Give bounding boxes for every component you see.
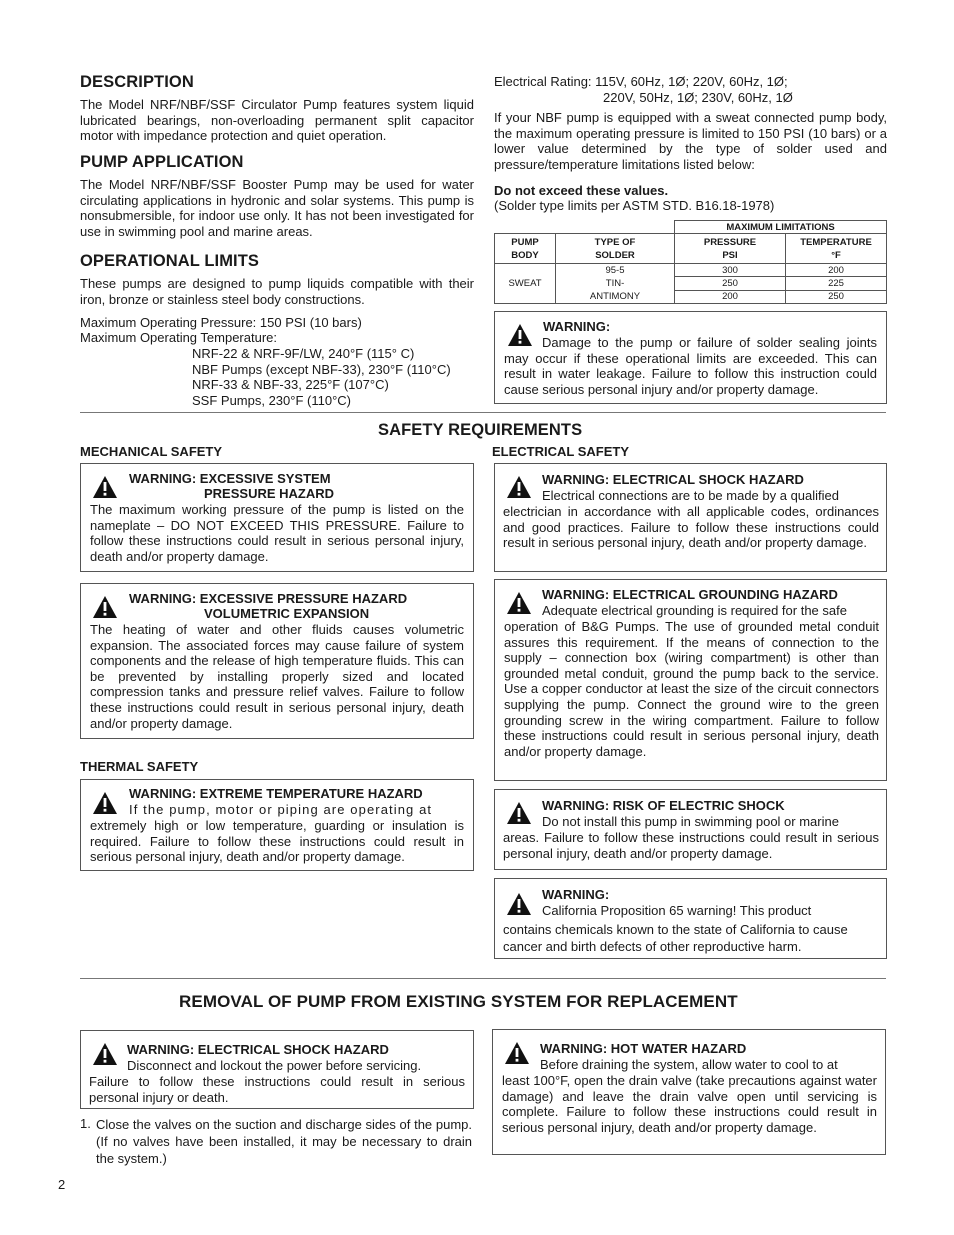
warning-title: WARNING: HOT WATER HAZARD — [540, 1041, 747, 1056]
warning-title: WARNING: — [543, 319, 611, 334]
electrical-safety-heading: ELECTRICAL SAFETY — [492, 444, 629, 459]
warning-icon — [507, 893, 531, 915]
table-cell-temp: 200 — [786, 264, 887, 277]
electrical-grounding-warning — [494, 579, 887, 781]
prop-65-warning — [494, 878, 887, 959]
table-cell-temp: 250 — [786, 290, 887, 303]
description-text: The Model NRF/NBF/SSF Circulator Pump features system liquid lubricated bearings, non-overloading permanent split capacitor motor with impedance protection and quiet operation. — [80, 97, 474, 144]
extreme-temperature-warning — [80, 779, 474, 871]
table-cell-pressure: 300 — [675, 264, 786, 277]
table-cell-body: SWEAT — [495, 264, 556, 304]
temp-limit: NRF-22 & NRF-9F/LW, 240°F (115° C) — [192, 346, 415, 361]
table-cell-temp: 225 — [786, 277, 887, 290]
warning-icon — [505, 1042, 529, 1064]
table-cell-pressure: 200 — [675, 290, 786, 303]
warning-text: The maximum working pressure of the pump is listed on the nameplate – DO NOT EXCEED THIS PRESSURE. Failure to follow these instructions could result in serious personal injury, death and/or property damage. — [90, 502, 464, 564]
section-divider — [80, 978, 886, 979]
warning-title: VOLUMETRIC EXPANSION — [204, 606, 370, 621]
warning-title: WARNING: ELECTRICAL GROUNDING HAZARD — [542, 587, 838, 602]
warning-text: Before draining the system, allow water to cool to at — [540, 1057, 838, 1072]
electrical-shock-lockout-warning — [80, 1030, 474, 1109]
electric-shock-risk-warning — [494, 789, 887, 870]
thermal-safety-heading: THERMAL SAFETY — [80, 759, 199, 774]
description-heading: DESCRIPTION — [80, 73, 194, 91]
temp-limit: SSF Pumps, 230°F (110°C) — [192, 393, 351, 408]
col-pressure: PRESSURE PSI — [675, 234, 786, 264]
warning-title: WARNING: EXCESSIVE SYSTEM — [129, 471, 331, 486]
operational-limits-text: These pumps are designed to pump liquids compatible with their iron, bronze or stainless steel body constructions. — [80, 276, 474, 307]
col-pump-body: PUMP BODY — [495, 234, 556, 264]
warning-text: least 100°F, open the drain valve (take precautions against water damage) and leave the drain valve open until servicing is complete. Failure to follow these instructions could result in serious personal injury, death and/or property damage. — [502, 1073, 877, 1135]
warning-title: PRESSURE HAZARD — [204, 486, 335, 501]
warning-title: WARNING: EXCESSIVE PRESSURE HAZARD — [129, 591, 408, 606]
removal-heading: REMOVAL OF PUMP FROM EXISTING SYSTEM FOR REPLACEMENT — [179, 992, 738, 1011]
warning-icon — [507, 802, 531, 824]
mechanical-safety-heading: MECHANICAL SAFETY — [80, 444, 223, 459]
electrical-shock-warning — [494, 463, 887, 572]
warning-text: operation of B&G Pumps. The use of grounded metal conduit assures this requirement. If the means of connection to the supply – connection box (wiring compartment) is other than grounded metal conduit, ground the pump back to the service. Use a copper conductor at least the size of the circuit connectors supplying the pump. Connect the ground wire to the green grounding screw in the wiring compartment. Failure to follow these instructions could result in serious personal injury, death and/or property damage. — [504, 619, 879, 759]
max-temperature: Maximum Operating Temperature: — [80, 330, 278, 345]
solder-warning-text: Damage to the pump or failure of solder sealing joints may occur if these operational limits are exceeded. This can result in water leakage. Failure to follow this instruction could cause serious personal injury and/or property damage. — [504, 335, 877, 397]
max-pressure: Maximum Operating Pressure: 150 PSI (10 bars) — [80, 315, 362, 330]
warning-icon — [93, 792, 117, 814]
col-solder-type: TYPE OF SOLDER — [556, 234, 675, 264]
warning-text: California Proposition 65 warning! This product — [542, 903, 812, 918]
hot-water-warning — [492, 1029, 886, 1155]
safety-heading: SAFETY REQUIREMENTS — [378, 421, 583, 439]
temp-limit: NRF-33 & NBF-33, 225°F (107°C) — [192, 377, 389, 392]
col-temperature: TEMPERATURE °F — [786, 234, 887, 264]
warning-text: If the pump, motor or piping are operating at — [129, 802, 433, 817]
table-cell-pressure: 250 — [675, 277, 786, 290]
warning-text: Failure to follow these instructions could result in serious personal injury or death. — [89, 1074, 465, 1105]
step-1-text: Close the valves on the suction and discharge sides of the pump. (If no valves have been installed, it may be necessary to drain the system.) — [96, 1117, 472, 1166]
solder-limits-table — [494, 220, 887, 304]
electrical-rating-line-2: 220V, 50Hz, 1Ø; 230V, 60Hz, 1Ø — [603, 90, 793, 105]
warning-icon — [507, 592, 531, 614]
sweat-text: If your NBF pump is equipped with a sweat connected pump body, the maximum operating pressure is limited to 150 PSI (10 bars) or a lower value determined by the type of solder used and pressure/temperature limitations listed below: — [494, 110, 887, 172]
warning-icon — [93, 596, 117, 618]
warning-icon — [507, 476, 531, 498]
pump-application-text: The Model NRF/NBF/SSF Booster Pump may be used for water circulating applications in hydronic and solar systems. This pump is nonsubmersible, for indoor use only. It has not been investigated for use in swimming pool and marine areas. — [80, 177, 474, 239]
warning-title: WARNING: ELECTRICAL SHOCK HAZARD — [542, 472, 804, 487]
electrical-rating-line-1: Electrical Rating: 115V, 60Hz, 1Ø; 220V, 60Hz, 1Ø; — [494, 74, 788, 89]
warning-text: Do not install this pump in swimming pool or marine — [542, 814, 839, 829]
pump-application-heading: PUMP APPLICATION — [80, 153, 244, 171]
volumetric-expansion-warning — [80, 583, 474, 739]
table-cell-solder: 95-5 TIN- ANTIMONY — [556, 264, 675, 304]
warning-title: WARNING: — [542, 887, 610, 902]
warning-icon — [93, 476, 117, 498]
step-number: 1. — [80, 1116, 91, 1131]
warning-text: extremely high or low temperature, guarding or insulation is required. Failure to follow these instructions could result in serious personal injury, death and/or property damage. — [90, 818, 464, 865]
max-limitations-header: MAXIMUM LIMITATIONS — [675, 221, 887, 234]
temp-limit: NBF Pumps (except NBF-33), 230°F (110°C) — [192, 362, 451, 377]
excessive-system-pressure-warning — [80, 463, 474, 572]
warning-title: WARNING: EXTREME TEMPERATURE HAZARD — [129, 786, 423, 801]
warning-icon — [93, 1043, 117, 1065]
operational-limits-heading: OPERATIONAL LIMITS — [80, 252, 260, 270]
page-number: 2 — [58, 1177, 66, 1192]
warning-text: contains chemicals known to the state of California to cause cancer and birth defects of other reproductive harm. — [503, 922, 848, 954]
do-not-exceed: Do not exceed these values. — [494, 183, 669, 198]
warning-title: WARNING: RISK OF ELECTRIC SHOCK — [542, 798, 785, 813]
warning-text: areas. Failure to follow these instructions could result in serious personal injury, death and/or property damage. — [503, 830, 879, 861]
warning-text: Disconnect and lockout the power before servicing. — [127, 1058, 422, 1073]
warning-text: Adequate electrical grounding is required for the safe — [542, 603, 847, 618]
warning-text: The heating of water and other fluids causes volumetric expansion. The associated forces may cause failure of system components and the release of high temperature fluids. This can be prevented by installing properly sized and located compression tanks and pressure relief valves. Failure to follow these instructions could result in serious personal injury, death and/or property damage. — [90, 622, 464, 731]
warning-text: Electrical connections are to be made by a qualified — [542, 488, 840, 503]
warning-text: electrician in accordance with all applicable codes, ordinances and good practices. Failure to follow these instructions could result in serious personal injury, death and/or property damage. — [503, 504, 879, 551]
warning-title: WARNING: ELECTRICAL SHOCK HAZARD — [127, 1042, 389, 1057]
section-divider — [80, 412, 886, 413]
solder-note: (Solder type limits per ASTM STD. B16.18-1978) — [494, 198, 775, 213]
